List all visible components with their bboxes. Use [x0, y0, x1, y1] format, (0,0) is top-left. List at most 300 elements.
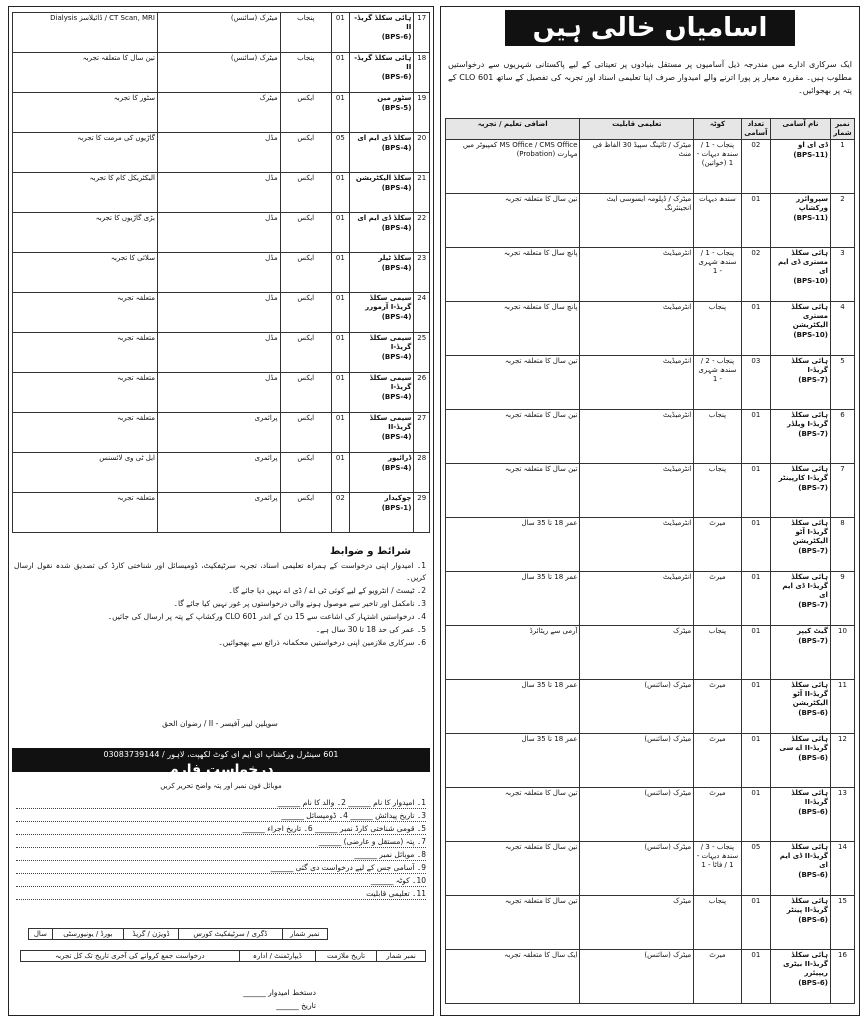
- post-name: [771, 950, 831, 1004]
- post-quota: میرٹ: [694, 950, 742, 1004]
- experience-table-header: نمبر شمار: [377, 951, 426, 962]
- row-number: 9: [830, 572, 854, 626]
- post-quantity: 01: [331, 53, 349, 93]
- post-bps: (BPS-4): [381, 184, 412, 192]
- post-quota: پنجاب: [694, 410, 742, 464]
- post-education: میٹرک (سائنس): [580, 788, 694, 842]
- post-experience: پانچ سال کا متعلقہ تجربہ: [446, 302, 580, 356]
- experience-table-header: درخواست جمع کروانے کی آخری تاریخ تک کل تجربہ: [21, 951, 240, 962]
- post-education: مڈل: [157, 333, 280, 373]
- post-name: [771, 356, 831, 410]
- post-name: [349, 13, 414, 53]
- table-row: [446, 896, 855, 950]
- table-header-cell: اضافی تعلیم / تجربہ: [446, 119, 580, 140]
- post-name: [349, 173, 414, 213]
- post-quota: ایکس: [280, 133, 331, 173]
- signatory: سویلین لیبر آفیسر - II / رضوان الحق: [162, 719, 278, 728]
- post-title: ہائی سکلڈ گریڈ-I کارپینٹر: [778, 465, 828, 482]
- post-quantity: 01: [331, 93, 349, 133]
- post-experience: تین سال کا متعلقہ تجربہ: [446, 842, 580, 896]
- post-bps: (BPS-6): [381, 33, 412, 41]
- row-number: 7: [830, 464, 854, 518]
- row-number: 8: [830, 518, 854, 572]
- table-header-cell: نام آسامی: [771, 119, 831, 140]
- post-education: انٹرمیڈیٹ: [580, 248, 694, 302]
- education-table-header: سال: [29, 929, 53, 940]
- post-title: ہائی سکلڈ گریڈ-II بیٹری ریپیئرر: [783, 951, 828, 977]
- post-title: ہائی سکلڈ گریڈ-II اے سی: [779, 735, 828, 752]
- post-experience: تین سال کا متعلقہ تجربہ: [446, 896, 580, 950]
- post-education: انٹرمیڈیٹ: [580, 518, 694, 572]
- application-form-fields: [16, 796, 426, 900]
- form-field: 10۔ کوٹہ ______: [16, 874, 426, 887]
- experience-table: [20, 950, 426, 962]
- table-row: [13, 293, 430, 333]
- row-number: 16: [830, 950, 854, 1004]
- terms-list: [14, 560, 426, 650]
- post-education: مڈل: [157, 253, 280, 293]
- post-bps: (BPS-6): [798, 709, 828, 717]
- table-row: [446, 140, 855, 194]
- post-quantity: 01: [741, 302, 770, 356]
- post-quota: پنجاب - 3 / سندھ دیہات - 1 / فاٹا - 1: [694, 842, 742, 896]
- post-quota: میرٹ: [694, 572, 742, 626]
- form-field: 8۔ موبائل نمبر ______: [16, 848, 426, 861]
- post-quota: پنجاب: [280, 13, 331, 53]
- table-row: [446, 356, 855, 410]
- table-row: [446, 950, 855, 1004]
- application-form-title: درخواست فارم: [168, 762, 274, 778]
- post-title: ہائی سکلڈ گریڈ-I آٹو الیکٹریشن: [791, 519, 828, 545]
- post-bps: (BPS-4): [381, 144, 412, 152]
- post-experience: عمر 18 تا 35 سال: [446, 518, 580, 572]
- post-quantity: 01: [331, 373, 349, 413]
- post-bps: (BPS-4): [381, 313, 412, 321]
- row-number: 28: [414, 453, 430, 493]
- post-title: سیمی سکلڈ گریڈ-II: [369, 414, 412, 431]
- post-experience: تین سال کا متعلقہ تجربہ: [13, 53, 158, 93]
- post-quantity: 03: [741, 356, 770, 410]
- table-row: [13, 373, 430, 413]
- post-title: سپروائزر ورکشاپ: [796, 195, 828, 212]
- term-item: 3۔ نامکمل اور تاخیر سے موصول ہونے والی درخواستوں پر غور نہیں کیا جائے گا۔: [173, 599, 426, 608]
- signature-lines: [16, 986, 316, 1012]
- post-quota: میرٹ: [694, 680, 742, 734]
- post-quota: پنجاب - 2 / سندھ شہری - 1: [694, 356, 742, 410]
- form-field: 9۔ آسامی جس کے لیے درخواست دی گئی ______: [16, 861, 426, 874]
- post-bps: (BPS-6): [798, 979, 828, 987]
- post-name: [349, 453, 414, 493]
- row-number: 18: [414, 53, 430, 93]
- post-quantity: 01: [741, 896, 770, 950]
- post-bps: (BPS-4): [381, 464, 412, 472]
- post-bps: (BPS-6): [798, 808, 828, 816]
- vacancies-table-left: [12, 12, 430, 533]
- post-name: [771, 896, 831, 950]
- table-row: [446, 788, 855, 842]
- form-field: 7۔ پتہ (مستقل و عارضی) ______: [16, 835, 426, 848]
- row-number: 25: [414, 333, 430, 373]
- table-row: [13, 53, 430, 93]
- post-experience: سلائی کا تجربہ: [13, 253, 158, 293]
- post-experience: متعلقہ تجربہ: [13, 373, 158, 413]
- post-quantity: 01: [741, 950, 770, 1004]
- intro-paragraph: ایک سرکاری ادارے میں مندرجہ ذیل آسامیوں پر مستقل بنیادوں پر تعیناتی کے لیے پاکستانی شہریوں سے درخواستیں مطلوب ہیں۔ مقررہ معیار پر پورا اترنے والے امیدوار صرف اپنا تعلیمی اسناد اور تجربہ کی تفصیل کے ساتھ 601 CLO کے پتہ پر بھجوائیں۔: [448, 60, 853, 95]
- table-row: [13, 413, 430, 453]
- post-name: [771, 248, 831, 302]
- post-education: میٹرک (سائنس): [157, 53, 280, 93]
- post-quantity: 01: [741, 788, 770, 842]
- post-title: سکلڈ الیکٹریشن: [355, 174, 412, 182]
- post-quota: ایکس: [280, 493, 331, 533]
- education-table-header: ڈویژن / گریڈ: [123, 929, 178, 940]
- table-header-cell: تعلیمی قابلیت: [580, 119, 694, 140]
- row-number: 13: [830, 788, 854, 842]
- post-experience: تین سال کا متعلقہ تجربہ: [446, 464, 580, 518]
- post-name: [349, 413, 414, 453]
- table-row: [446, 572, 855, 626]
- post-title: ہائی سکلڈ گریڈ-II: [791, 789, 828, 806]
- post-quota: میرٹ: [694, 734, 742, 788]
- post-name: [349, 493, 414, 533]
- post-quantity: 01: [741, 680, 770, 734]
- post-title: سیمی سکلڈ گریڈ-I آرمورر: [365, 294, 412, 311]
- table-row: [446, 302, 855, 356]
- post-quota: میرٹ: [694, 788, 742, 842]
- post-quota: پنجاب: [280, 53, 331, 93]
- post-bps: (BPS-11): [793, 151, 828, 159]
- post-experience: متعلقہ تجربہ: [13, 413, 158, 453]
- vacancies-banner: اسامیاں خالی ہیں: [505, 10, 795, 46]
- post-name: [771, 788, 831, 842]
- table-header-cell: کوٹہ: [694, 119, 742, 140]
- post-quantity: 01: [331, 293, 349, 333]
- post-title: ہائی سکلڈ مستری ڈی ایم ای: [777, 249, 828, 275]
- education-table-header: نمبر شمار: [282, 929, 327, 940]
- post-title: ہائی سکلڈ گریڈ-II: [354, 54, 412, 71]
- post-quota: ایکس: [280, 213, 331, 253]
- post-title: ڈی ای او: [797, 141, 828, 149]
- education-table-header: ڈگری / سرٹیفکیٹ کورس: [179, 929, 282, 940]
- post-experience: الیکٹریکل کام کا تجربہ: [13, 173, 158, 213]
- row-number: 23: [414, 253, 430, 293]
- signature-line: دستخط امیدوار ______: [243, 988, 316, 997]
- post-bps: (BPS-1): [381, 504, 412, 512]
- post-experience: تین سال کا متعلقہ تجربہ: [446, 356, 580, 410]
- post-experience: سٹور کا تجربہ: [13, 93, 158, 133]
- table-row: [13, 493, 430, 533]
- post-quantity: 01: [741, 518, 770, 572]
- post-title: چوکیدار: [384, 494, 412, 502]
- post-education: انٹرمیڈیٹ: [580, 302, 694, 356]
- table-row: [13, 453, 430, 493]
- post-education: میٹرک: [580, 626, 694, 680]
- post-bps: (BPS-4): [381, 224, 412, 232]
- post-title: ہائی سکلڈ گریڈ-I ڈی ایم ای: [782, 573, 828, 599]
- post-quota: پنجاب - 1 / سندھ دیہات - 1 (خواتین): [694, 140, 742, 194]
- post-bps: (BPS-7): [798, 547, 828, 555]
- post-name: [349, 133, 414, 173]
- table-row: [446, 842, 855, 896]
- form-field: 3۔ تاریخ پیدائش ______ 4۔ ڈومیسائل ______: [16, 809, 426, 822]
- post-education: میٹرک (سائنس): [580, 950, 694, 1004]
- row-number: 3: [830, 248, 854, 302]
- post-name: [349, 253, 414, 293]
- post-quantity: 01: [331, 333, 349, 373]
- post-experience: ایک سال کا متعلقہ تجربہ: [446, 950, 580, 1004]
- post-bps: (BPS-7): [798, 601, 828, 609]
- table-row: [446, 734, 855, 788]
- post-education: میٹرک / ٹائپنگ سپیڈ 30 الفاظ فی منٹ: [580, 140, 694, 194]
- post-name: [771, 410, 831, 464]
- post-name: [349, 53, 414, 93]
- row-number: 21: [414, 173, 430, 213]
- post-title: ہائی سکلڈ گریڈ-II آٹو الیکٹریشن: [791, 681, 828, 707]
- post-experience: گاڑیوں کی مرمت کا تجربہ: [13, 133, 158, 173]
- post-bps: (BPS-7): [798, 430, 828, 438]
- post-quantity: 01: [741, 626, 770, 680]
- post-quota: ایکس: [280, 413, 331, 453]
- post-quantity: 02: [741, 248, 770, 302]
- row-number: 14: [830, 842, 854, 896]
- post-experience: متعلقہ تجربہ: [13, 293, 158, 333]
- table-row: [13, 253, 430, 293]
- post-quantity: 01: [331, 13, 349, 53]
- post-name: [771, 626, 831, 680]
- table-header-cell: تعداد آسامی: [741, 119, 770, 140]
- post-bps: (BPS-4): [381, 353, 412, 361]
- row-number: 27: [414, 413, 430, 453]
- post-bps: (BPS-10): [793, 277, 828, 285]
- terms-title: شرائط و ضوابط: [330, 546, 411, 557]
- post-quota: ایکس: [280, 253, 331, 293]
- post-bps: (BPS-10): [793, 331, 828, 339]
- row-number: 11: [830, 680, 854, 734]
- post-education: مڈل: [157, 373, 280, 413]
- row-number: 26: [414, 373, 430, 413]
- post-title: سکلڈ ڈی ایم ای: [357, 214, 412, 222]
- post-education: میٹرک (سائنس): [580, 842, 694, 896]
- post-title: ڈرائیور: [387, 454, 412, 462]
- post-quantity: 01: [331, 173, 349, 213]
- post-education: پرائمری: [157, 453, 280, 493]
- post-quota: پنجاب: [694, 626, 742, 680]
- post-title: ہائی سکلڈ گریڈ-I: [791, 357, 828, 374]
- post-education: مڈل: [157, 133, 280, 173]
- address-text: 601 سینٹرل ورکشاپ ای ایم ای کوٹ لکھپت، لاہور / 03083739144: [103, 750, 339, 759]
- post-title: سٹور مین: [377, 94, 412, 102]
- post-quota: ایکس: [280, 373, 331, 413]
- row-number: 6: [830, 410, 854, 464]
- row-number: 17: [414, 13, 430, 53]
- post-quota: سندھ دیہات: [694, 194, 742, 248]
- post-quota: ایکس: [280, 93, 331, 133]
- post-experience: تین سال کا متعلقہ تجربہ: [446, 788, 580, 842]
- post-title: ہائی سکلڈ گریڈ-II پینٹر: [786, 897, 828, 914]
- term-item: 5۔ عمر کی حد 18 تا 30 سال ہے۔: [315, 625, 426, 634]
- post-education: میٹرک / ڈپلومہ ایسوسی ایٹ انجینئرنگ: [580, 194, 694, 248]
- post-name: [349, 333, 414, 373]
- row-number: 15: [830, 896, 854, 950]
- post-title: گیٹ کیپر: [797, 627, 828, 635]
- post-experience: متعلقہ تجربہ: [13, 333, 158, 373]
- post-name: [771, 464, 831, 518]
- post-education: پرائمری: [157, 413, 280, 453]
- row-number: 5: [830, 356, 854, 410]
- table-row: [446, 518, 855, 572]
- post-name: [771, 302, 831, 356]
- signature-line: تاریخ ______: [276, 1001, 316, 1010]
- experience-table-header: ڈیپارٹمنٹ / ادارہ: [239, 951, 315, 962]
- post-name: [349, 293, 414, 333]
- post-education: میٹرک: [580, 896, 694, 950]
- table-row: [13, 133, 430, 173]
- table-row: [446, 248, 855, 302]
- table-header-cell: نمبر شمار: [830, 119, 854, 140]
- post-quantity: 01: [331, 253, 349, 293]
- post-quantity: 01: [331, 213, 349, 253]
- form-field: 1۔ امیدوار کا نام ______ 2۔ والد کا نام ______: [16, 796, 426, 809]
- experience-table-header: تاریخ ملازمت: [316, 951, 377, 962]
- term-item: 6۔ سرکاری ملازمین اپنی درخواستیں محکمانہ ذرائع سے بھجوائیں۔: [218, 638, 426, 647]
- post-quota: پنجاب: [694, 302, 742, 356]
- post-education: میٹرک (سائنس): [157, 13, 280, 53]
- post-quantity: 01: [331, 453, 349, 493]
- post-quota: پنجاب: [694, 464, 742, 518]
- post-education: میٹرک (سائنس): [580, 734, 694, 788]
- post-bps: (BPS-7): [798, 376, 828, 384]
- post-education: میٹرک (سائنس): [580, 680, 694, 734]
- table-row: [446, 464, 855, 518]
- post-title: ہائی سکلڈ گریڈ-II: [354, 14, 412, 31]
- post-education: مڈل: [157, 293, 280, 333]
- post-name: [771, 572, 831, 626]
- row-number: 10: [830, 626, 854, 680]
- post-experience: پانچ سال کا متعلقہ تجربہ: [446, 248, 580, 302]
- application-form-subtitle: موبائل فون نمبر اور پتہ واضح تحریر کریں: [160, 782, 282, 790]
- post-experience: آرمی سے ریٹائرڈ: [446, 626, 580, 680]
- table-row: [13, 13, 430, 53]
- table-row: [446, 626, 855, 680]
- post-bps: (BPS-6): [798, 916, 828, 924]
- post-title: ہائی سکلڈ گریڈ-I ویلڈر: [786, 411, 828, 428]
- post-experience: تین سال کا متعلقہ تجربہ: [446, 194, 580, 248]
- post-quota: ایکس: [280, 333, 331, 373]
- post-education: انٹرمیڈیٹ: [580, 356, 694, 410]
- post-bps: (BPS-6): [381, 73, 412, 81]
- post-title: ہائی سکلڈ گریڈ-II ڈی ایم ای: [779, 843, 828, 869]
- post-name: [349, 213, 414, 253]
- table-row: [13, 213, 430, 253]
- post-bps: (BPS-11): [793, 214, 828, 222]
- post-education: پرائمری: [157, 493, 280, 533]
- term-item: 1۔ امیدوار اپنی درخواست کے ہمراہ تعلیمی اسناد، تجربہ سرٹیفکیٹ، ڈومیسائل اور شناختی کارڈ کی تصدیق شدہ نقول ارسال کریں۔: [14, 561, 426, 582]
- table-row: [13, 333, 430, 373]
- table-row: [13, 173, 430, 213]
- post-name: [349, 93, 414, 133]
- row-number: 20: [414, 133, 430, 173]
- post-name: [771, 140, 831, 194]
- post-quantity: 01: [741, 464, 770, 518]
- post-quantity: 01: [331, 413, 349, 453]
- post-education: میٹرک: [157, 93, 280, 133]
- post-title: ہائی سکلڈ مستری الیکٹریشن: [791, 303, 828, 329]
- education-table-header: بورڈ / یونیورسٹی: [52, 929, 123, 940]
- row-number: 22: [414, 213, 430, 253]
- post-experience: عمر 18 تا 35 سال: [446, 572, 580, 626]
- row-number: 4: [830, 302, 854, 356]
- post-quantity: 05: [331, 133, 349, 173]
- post-quantity: 01: [741, 572, 770, 626]
- post-experience: عمر 18 تا 35 سال: [446, 734, 580, 788]
- post-bps: (BPS-6): [798, 871, 828, 879]
- post-education: انٹرمیڈیٹ: [580, 572, 694, 626]
- table-row: [446, 410, 855, 464]
- row-number: 29: [414, 493, 430, 533]
- post-title: سیمی سکلڈ گریڈ-I: [369, 374, 412, 391]
- post-experience: بڑی گاڑیوں کا تجربہ: [13, 213, 158, 253]
- table-row: [446, 194, 855, 248]
- table-row: [446, 680, 855, 734]
- post-education: مڈل: [157, 173, 280, 213]
- post-bps: (BPS-7): [798, 484, 828, 492]
- row-number: 12: [830, 734, 854, 788]
- post-quota: ایکس: [280, 173, 331, 213]
- post-quantity: 01: [741, 734, 770, 788]
- post-quantity: 02: [741, 140, 770, 194]
- post-title: سیمی سکلڈ گریڈ-I: [369, 334, 412, 351]
- post-quota: ایکس: [280, 293, 331, 333]
- post-experience: CT Scan, MRI / ڈائیلاسز Dialysis: [13, 13, 158, 53]
- table-row: [13, 93, 430, 133]
- post-name: [771, 518, 831, 572]
- row-number: 2: [830, 194, 854, 248]
- post-education: انٹرمیڈیٹ: [580, 410, 694, 464]
- post-education: مڈل: [157, 213, 280, 253]
- vacancies-table-right: [445, 118, 855, 1004]
- row-number: 1: [830, 140, 854, 194]
- post-name: [771, 680, 831, 734]
- post-bps: (BPS-6): [798, 754, 828, 762]
- post-quota: پنجاب: [694, 896, 742, 950]
- row-number: 24: [414, 293, 430, 333]
- post-quantity: 01: [741, 194, 770, 248]
- post-name: [771, 734, 831, 788]
- form-field: 5۔ قومی شناختی کارڈ نمبر ______ 6۔ تاریخ اجراء ______: [16, 822, 426, 835]
- post-title: سکلڈ ٹیلر: [378, 254, 412, 262]
- education-table: [28, 928, 328, 940]
- post-bps: (BPS-5): [381, 104, 412, 112]
- term-item: 4۔ درخواستیں اشتہار کی اشاعت سے 15 دن کے اندر 601 CLO ورکشاپ کے پتہ پر ارسال کی جائیں۔: [107, 612, 426, 621]
- post-experience: تین سال کا متعلقہ تجربہ: [446, 410, 580, 464]
- post-bps: (BPS-4): [381, 264, 412, 272]
- row-number: 19: [414, 93, 430, 133]
- post-bps: (BPS-7): [798, 637, 828, 645]
- form-field: 11۔ تعلیمی قابلیت: [16, 887, 426, 900]
- post-bps: (BPS-4): [381, 393, 412, 401]
- post-experience: ایل ٹی وی لائسنس: [13, 453, 158, 493]
- post-quantity: 05: [741, 842, 770, 896]
- post-quota: میرٹ: [694, 518, 742, 572]
- post-education: انٹرمیڈیٹ: [580, 464, 694, 518]
- post-quantity: 02: [331, 493, 349, 533]
- post-quota: ایکس: [280, 453, 331, 493]
- post-quantity: 01: [741, 410, 770, 464]
- post-name: [771, 194, 831, 248]
- post-name: [771, 842, 831, 896]
- post-quota: پنجاب - 1 / سندھ شہری - 1: [694, 248, 742, 302]
- post-bps: (BPS-4): [381, 433, 412, 441]
